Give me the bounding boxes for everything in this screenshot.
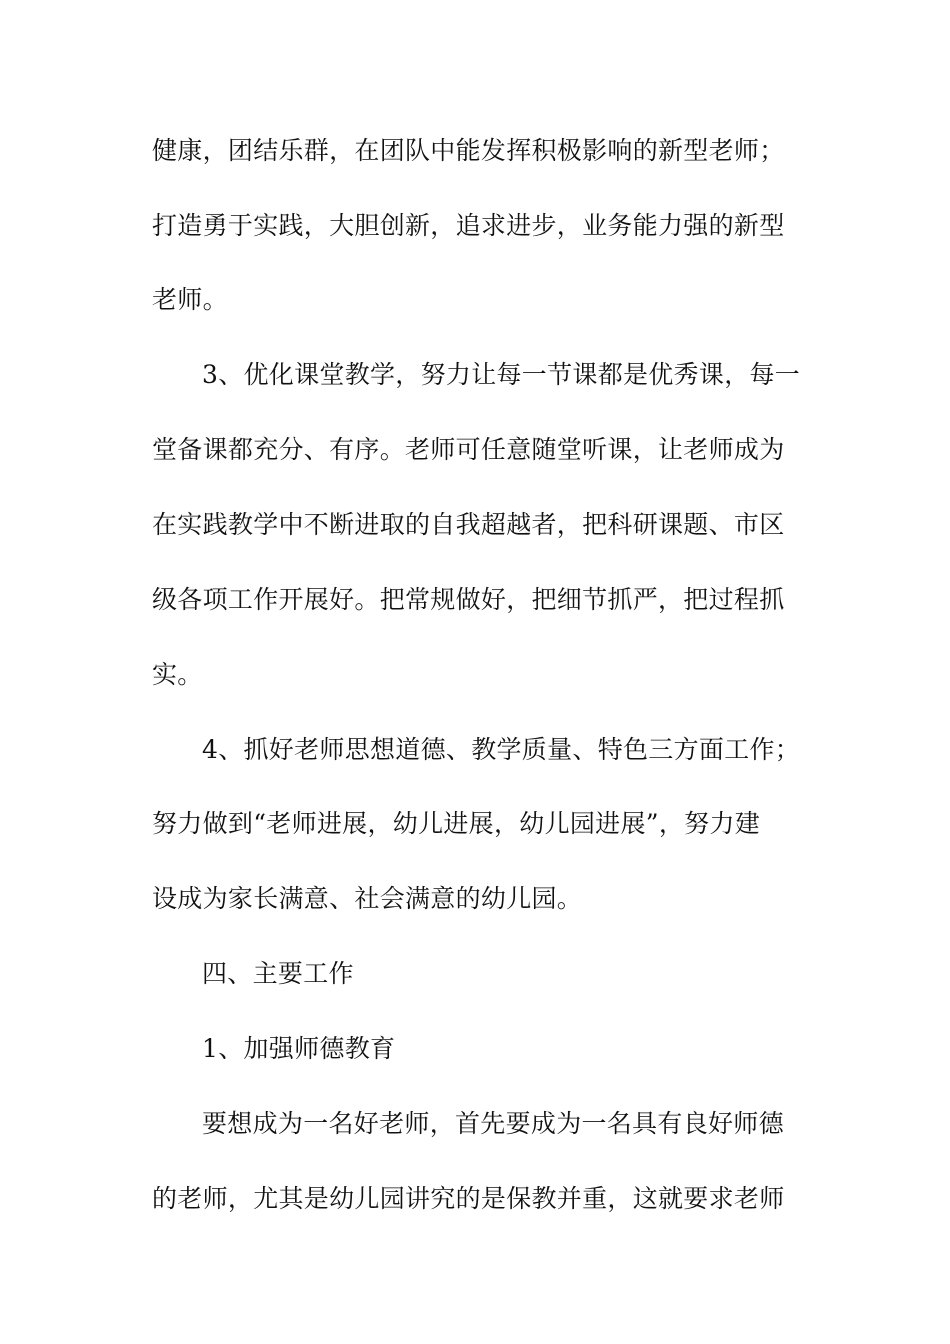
body-line-15: 的老师，尤其是幼儿园讲究的是保教并重，这就要求老师 [152,1184,785,1213]
body-line-10: 努力做到“老师进展，幼儿进展，幼儿园进展”，努力建 [152,809,761,838]
body-line-6: 在实践教学中不断进取的自我超越者，把科研课题、市区 [152,510,785,539]
body-line-1: 健康，团结乐群，在团队中能发挥积极影响的新型老师； [152,136,785,165]
body-line-8: 实。 [152,660,203,689]
body-line-4: 3、优化课堂教学，努力让每一节课都是优秀课，每一 [202,360,801,389]
section-heading: 四、主要工作 [202,959,354,988]
body-line-2: 打造勇于实践，大胆创新，追求进步，业务能力强的新型 [152,211,785,240]
body-line-11: 设成为家长满意、社会满意的幼儿园。 [152,884,583,913]
subsection-heading: 1、加强师德教育 [202,1034,396,1063]
body-line-7: 级各项工作开展好。把常规做好，把细节抓严，把过程抓 [152,585,785,614]
body-line-5: 堂备课都充分、有序。老师可任意随堂听课，让老师成为 [152,435,785,464]
body-line-14: 要想成为一名好老师，首先要成为一名具有良好师德 [202,1109,784,1138]
body-line-9: 4、抓好老师思想道德、教学质量、特色三方面工作； [202,735,801,764]
body-line-3: 老师。 [152,285,228,314]
